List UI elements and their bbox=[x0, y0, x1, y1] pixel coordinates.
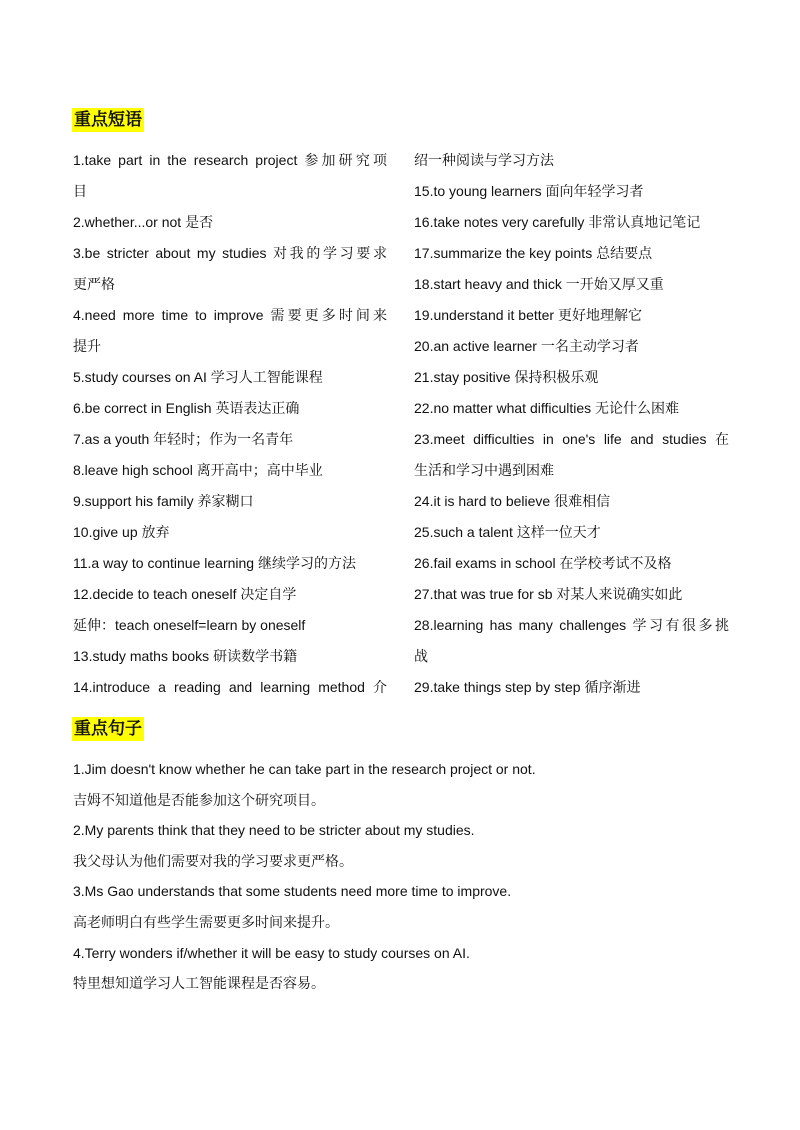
phrase-line: 延伸：teach oneself=learn by oneself bbox=[73, 617, 306, 633]
phrase-line: 12.decide to teach oneself 决定自学 bbox=[73, 586, 297, 602]
phrase-line: 22.no matter what difficulties 无论什么困难 bbox=[414, 400, 680, 416]
sentences-list bbox=[73, 754, 733, 999]
phrase-line: 16.take notes very carefully 非常认真地记笔记 bbox=[414, 214, 701, 230]
phrase-line: 21.stay positive 保持积极乐观 bbox=[414, 369, 599, 385]
sentence-line: 3.Ms Gao understands that some students need more time to improve. bbox=[73, 883, 512, 900]
key-phrases-heading: 重点短语 bbox=[72, 108, 144, 132]
phrase-line: 13.study maths books 研读数学书籍 bbox=[73, 648, 298, 664]
phrase-line: 生活和学习中遇到困难 bbox=[414, 462, 554, 478]
phrase-line: 更严格 bbox=[73, 276, 115, 292]
phrase-line: 17.summarize the key points 总结要点 bbox=[414, 245, 653, 261]
phrase-line: 27.that was true for sb 对某人来说确实如此 bbox=[414, 586, 683, 602]
phrase-line: 提升 bbox=[73, 338, 101, 354]
phrase-line: 19.understand it better 更好地理解它 bbox=[414, 307, 642, 323]
phrase-line: 2.whether...or not 是否 bbox=[73, 214, 214, 230]
phrase-line: 15.to young learners 面向年轻学习者 bbox=[414, 183, 644, 199]
sentence-translation: 吉姆不知道他是否能参加这个研究项目。 bbox=[73, 791, 325, 808]
phrase-line: 4.need more time to improve 需要更多时间来 bbox=[73, 307, 387, 323]
sentence-translation: 我父母认为他们需要对我的学习要求更严格。 bbox=[73, 852, 353, 869]
sentence-translation: 特里想知道学习人工智能课程是否容易。 bbox=[73, 975, 325, 992]
phrase-line: 29.take things step by step 循序渐进 bbox=[414, 679, 641, 695]
sentence-line: 4.Terry wonders if/whether it will be easy to study courses on AI. bbox=[73, 944, 470, 961]
phrase-line: 10.give up 放弃 bbox=[73, 524, 170, 540]
phrase-line: 1.take part in the research project 参加研究项 bbox=[73, 152, 387, 168]
key-sentences-heading: 重点句子 bbox=[72, 717, 144, 741]
phrase-line: 目 bbox=[73, 183, 87, 199]
phrase-line: 28.learning has many challenges 学习有很多挑 bbox=[414, 617, 729, 633]
phrase-line: 7.as a youth 年轻时；作为一名青年 bbox=[73, 431, 294, 447]
phrase-line: 3.be stricter about my studies 对我的学习要求 bbox=[73, 245, 387, 261]
phrase-line: 8.leave high school 离开高中；高中毕业 bbox=[73, 462, 323, 478]
phrase-line: 24.it is hard to believe 很难相信 bbox=[414, 493, 611, 509]
phrase-line: 26.fail exams in school 在学校考试不及格 bbox=[414, 555, 672, 571]
phrase-line: 11.a way to continue learning 继续学习的方法 bbox=[73, 555, 356, 571]
phrase-line: 23.meet difficulties in one's life and studies 在 bbox=[414, 431, 729, 447]
phrase-line: 5.study courses on AI 学习人工智能课程 bbox=[73, 369, 323, 385]
sentence-line: 1.Jim doesn't know whether he can take part in the research project or not. bbox=[73, 761, 536, 777]
phrase-line: 9.support his family 养家糊口 bbox=[73, 493, 254, 509]
sentence-translation: 高老师明白有些学生需要更多时间来提升。 bbox=[73, 913, 339, 930]
phrase-line: 绍一种阅读与学习方法 bbox=[414, 152, 554, 168]
sentence-line: 2.My parents think that they need to be stricter about my studies. bbox=[73, 822, 475, 839]
phrases-column-left bbox=[73, 145, 387, 703]
phrase-line: 20.an active learner 一名主动学习者 bbox=[414, 338, 639, 354]
phrase-line: 战 bbox=[414, 648, 428, 664]
phrase-line: 18.start heavy and thick 一开始又厚又重 bbox=[414, 276, 664, 292]
phrases-column-right bbox=[414, 145, 729, 703]
phrase-line: 14.introduce a reading and learning method 介 bbox=[73, 679, 387, 695]
phrase-line: 6.be correct in English 英语表达正确 bbox=[73, 400, 300, 416]
phrase-line: 25.such a talent 这样一位天才 bbox=[414, 524, 601, 540]
